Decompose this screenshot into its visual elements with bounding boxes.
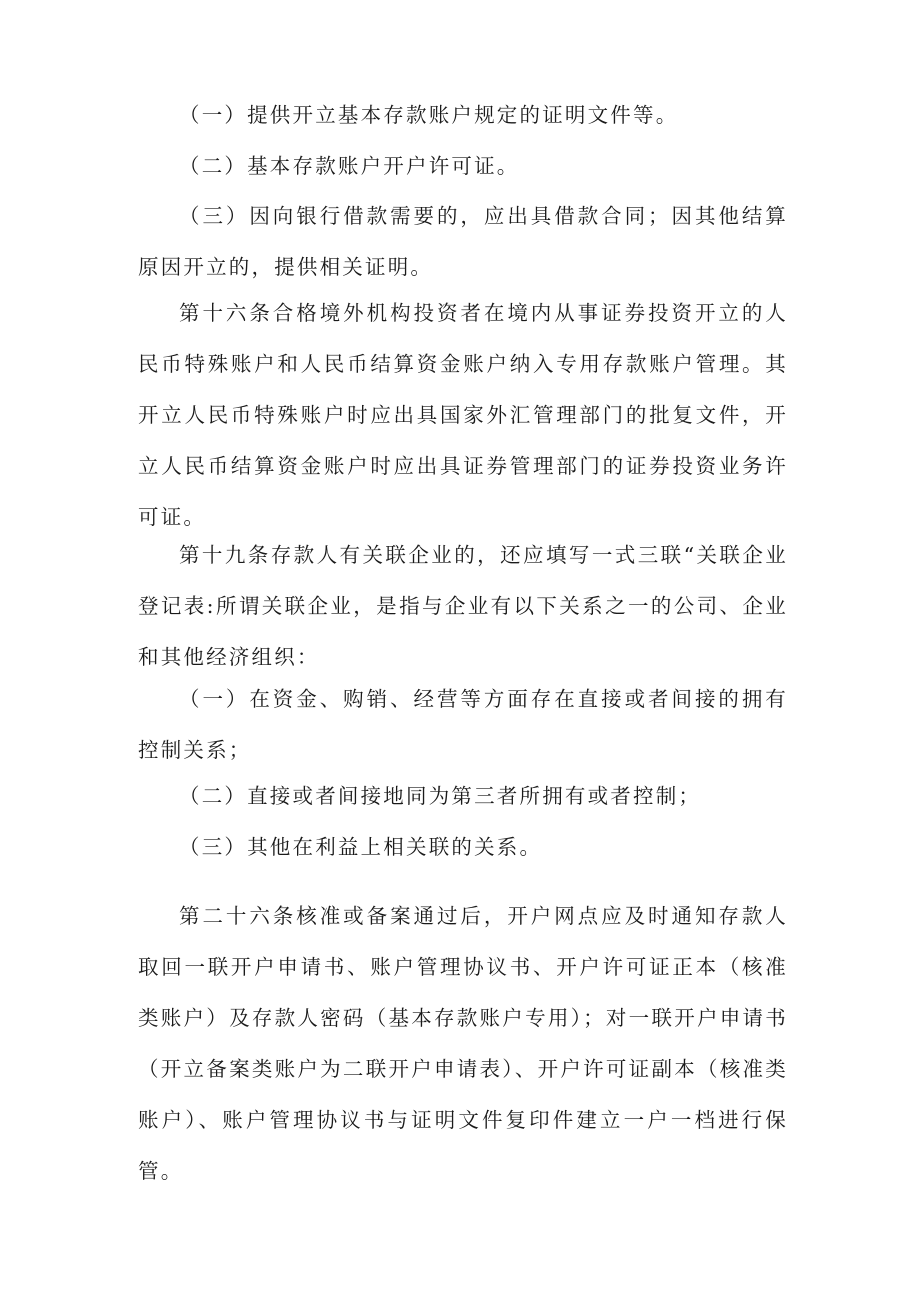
paragraph-article-19: 第十九条存款人有关联企业的，还应填写一式三联“关联企业登记表:所谓关联企业，是指与企业有以下关系之一的公司、企业和其他经济组织： bbox=[138, 543, 788, 669]
paragraph-related-item-3: （三）其他在利益上相关联的关系。 bbox=[179, 835, 543, 859]
paragraph-item-2-account-license: （二）基本存款账户开户许可证。 bbox=[179, 154, 520, 178]
paragraph-related-item-1: （一）在资金、购销、经营等方面存在直接或者间接的拥有控制关系； bbox=[138, 687, 788, 762]
paragraph-related-item-2: （二）直接或者间接地同为第三者所拥有或者控制； bbox=[179, 784, 702, 808]
paragraph-article-16: 第十六条合格境外机构投资者在境内从事证券投资开立的人民币特殊账户和人民币结算资金账户纳入专用存款账户管理。其开立人民币特殊账户时应出具国家外汇管理部门的批复文件，开立人民币结算资金账户时应出具证券管理部门的证券投资业务许可证。 bbox=[138, 301, 788, 529]
paragraph-article-26: 第二十六条核准或备案通过后，开户网点应及时通知存款人取回一联开户申请书、账户管理协议书、开户许可证正本（核准类账户）及存款人密码（基本存款账户专用）；对一联开户申请书（开立备案类账户为二联开户申请表）、开户许可证副本（核准类账户）、账户管理协议书与证明文件复印件建立一户一档进行保管。 bbox=[138, 904, 788, 1183]
paragraph-item-1-basic-account-docs: （一）提供开立基本存款账户规定的证明文件等。 bbox=[179, 103, 679, 127]
paragraph-item-3-loan-contract: （三）因向银行借款需要的，应出具借款合同；因其他结算原因开立的，提供相关证明。 bbox=[138, 204, 788, 279]
